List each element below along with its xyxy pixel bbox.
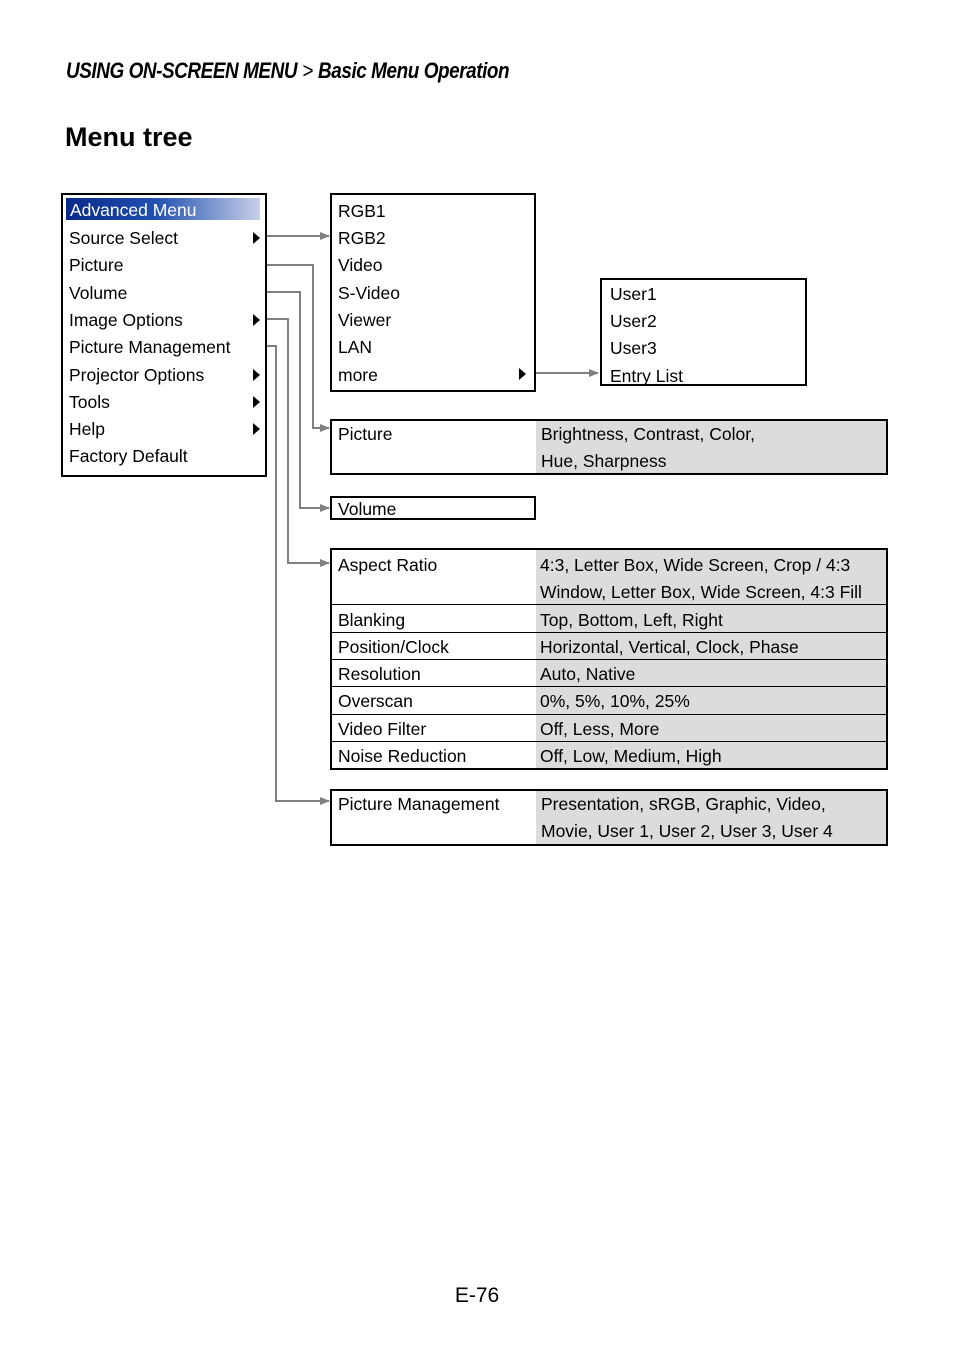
row-divider [332, 632, 886, 633]
picture-values-line1: Brightness, Contrast, Color, [541, 424, 755, 444]
table-row-value-aspect-ratio-2: Window, Letter Box, Wide Screen, 4:3 Fill [540, 582, 862, 602]
volume-box [330, 496, 536, 520]
table-row-label-blanking: Blanking [338, 610, 406, 630]
menu-item-factory-default[interactable]: Factory Default [69, 446, 188, 466]
menu-item-volume[interactable]: Volume [69, 283, 128, 303]
source-item-video[interactable]: Video [338, 255, 383, 275]
row-divider [332, 686, 886, 687]
page-title: Menu tree [65, 122, 193, 152]
row-divider [332, 604, 886, 605]
more-item-entry-list[interactable]: Entry List [610, 366, 683, 386]
submenu-arrow-icon [253, 232, 260, 244]
submenu-arrow-icon [519, 368, 526, 380]
header-separator: > [302, 58, 313, 83]
table-row-value-position-clock: Horizontal, Vertical, Clock, Phase [540, 637, 799, 657]
picture-management-values-line2: Movie, User 1, User 2, User 3, User 4 [541, 821, 833, 841]
header-section: USING ON-SCREEN MENU [66, 58, 298, 83]
submenu-arrow-icon [253, 396, 260, 408]
table-row-label-aspect-ratio: Aspect Ratio [338, 555, 438, 575]
picture-label: Picture [338, 424, 393, 444]
source-select-menu [330, 193, 536, 392]
menu-item-help[interactable]: Help [69, 419, 105, 439]
source-item-rgb2[interactable]: RGB2 [338, 228, 386, 248]
more-item-user1[interactable]: User1 [610, 284, 657, 304]
picture-management-table [330, 789, 888, 846]
advanced-menu-header[interactable]: Advanced Menu [66, 198, 260, 220]
table-row-label-overscan: Overscan [338, 691, 413, 711]
advanced-menu [61, 193, 267, 477]
row-divider [332, 659, 886, 660]
picture-management-label: Picture Management [338, 794, 500, 814]
source-item-s-video[interactable]: S-Video [338, 283, 400, 303]
table-row-label-video-filter: Video Filter [338, 719, 427, 739]
picture-table [330, 419, 888, 475]
menu-item-picture-management[interactable]: Picture Management [69, 337, 231, 357]
image-options-table [330, 548, 888, 770]
source-item-viewer[interactable]: Viewer [338, 310, 392, 330]
table-row-value-noise-reduction: Off, Low, Medium, High [540, 746, 722, 766]
header-subsection: Basic Menu Operation [318, 58, 510, 83]
menu-item-tools[interactable]: Tools [69, 392, 110, 412]
more-submenu [600, 278, 807, 386]
row-divider [332, 741, 886, 742]
row-divider [332, 714, 886, 715]
menu-item-source-select[interactable]: Source Select [69, 228, 178, 248]
source-item-more[interactable]: more [338, 365, 378, 385]
submenu-arrow-icon [253, 423, 260, 435]
table-row-label-noise-reduction: Noise Reduction [338, 746, 467, 766]
source-item-rgb1[interactable]: RGB1 [338, 201, 386, 221]
picture-management-values-line1: Presentation, sRGB, Graphic, Video, [541, 794, 826, 814]
submenu-arrow-icon [253, 314, 260, 326]
table-row-value-video-filter: Off, Less, More [540, 719, 660, 739]
table-row-value-blanking: Top, Bottom, Left, Right [540, 610, 723, 630]
table-row-label-resolution: Resolution [338, 664, 421, 684]
menu-item-projector-options[interactable]: Projector Options [69, 365, 205, 385]
more-item-user3[interactable]: User3 [610, 338, 657, 358]
more-item-user2[interactable]: User2 [610, 311, 657, 331]
picture-values-line2: Hue, Sharpness [541, 451, 667, 471]
table-row-label-position-clock: Position/Clock [338, 637, 449, 657]
page-number: E-76 [454, 1284, 500, 1307]
submenu-arrow-icon [253, 369, 260, 381]
table-row-value-aspect-ratio-1: 4:3, Letter Box, Wide Screen, Crop / 4:3 [540, 555, 851, 575]
menu-item-picture[interactable]: Picture [69, 255, 124, 275]
table-row-value-overscan: 0%, 5%, 10%, 25% [540, 691, 690, 711]
volume-label: Volume [338, 499, 397, 519]
menu-item-image-options[interactable]: Image Options [69, 310, 183, 330]
table-row-value-resolution: Auto, Native [540, 664, 636, 684]
source-item-lan[interactable]: LAN [338, 337, 373, 357]
